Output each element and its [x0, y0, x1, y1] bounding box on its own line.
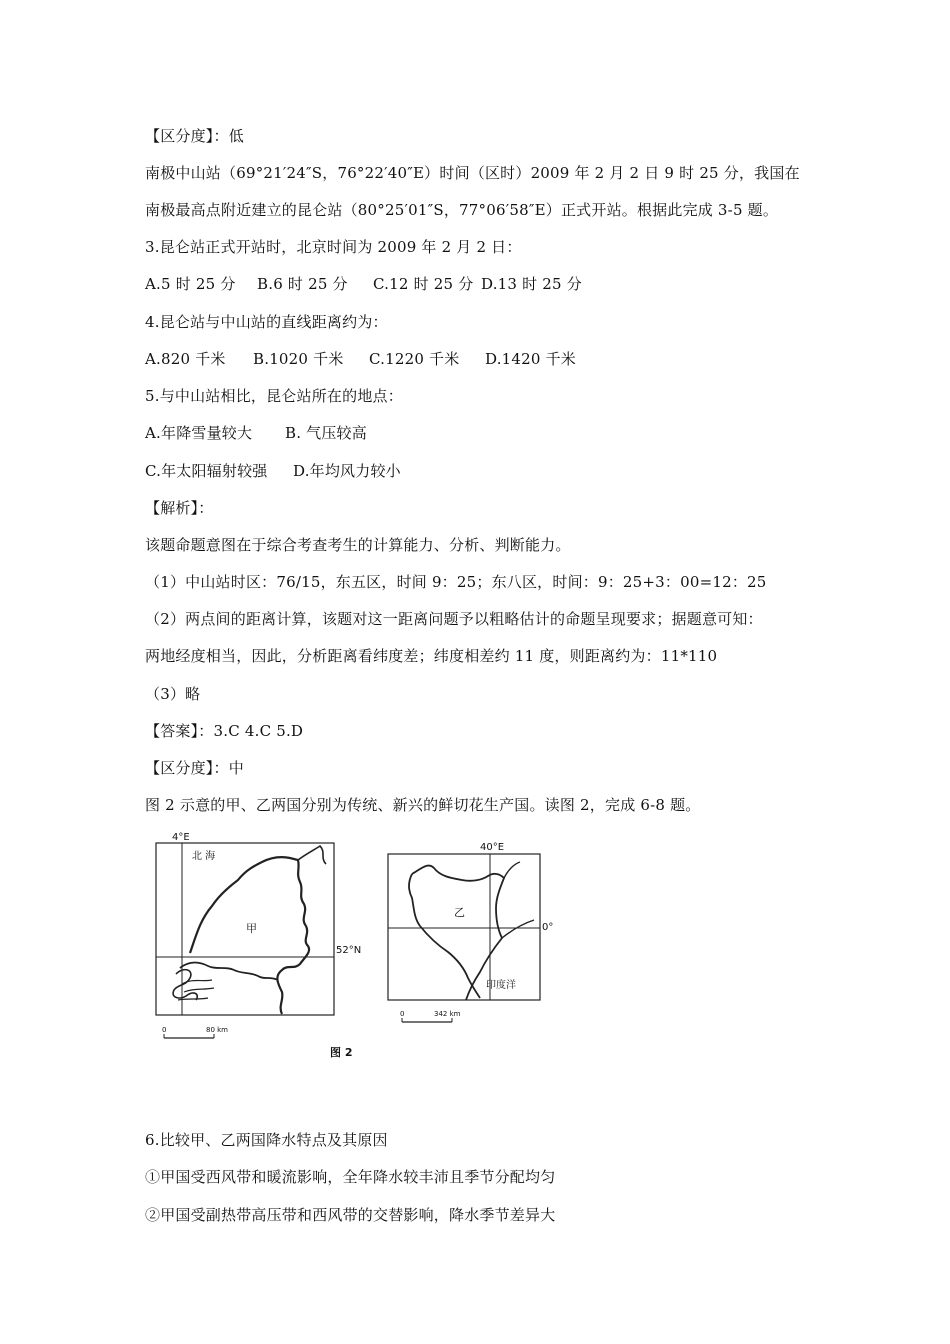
question-3: 3.昆仑站正式开站时，北京时间为 2009 年 2 月 2 日：: [145, 238, 522, 256]
q3-option-c: C.12 时 25 分: [373, 275, 474, 293]
right-map-scale-label: 342 km: [434, 1010, 461, 1018]
answer-line: 【答案】：3.C 4.C 5.D: [145, 722, 304, 740]
right-map-scale-zero: 0: [400, 1010, 405, 1018]
right-map-north-border: [504, 862, 520, 878]
passage-line-1: 南极中山站（69°21′24″S，76°22′40″E）时间（区时）2009 年 2 月 2 日 9 时 25 分，我国在: [145, 164, 800, 182]
analysis-step-2: （2）两点间的距离计算，该题对这一距离问题予以粗略估计的命题呈现要求；据题意可知：: [145, 610, 763, 628]
q5-option-d: D.年均风力较小: [293, 462, 401, 480]
figure-intro: 图 2 示意的甲、乙两国分别为传统、新兴的鲜切花生产国。读图 2，完成 6-8 题。: [145, 796, 701, 814]
left-map-coast-border: [190, 857, 309, 1014]
right-map-kenya-west: [409, 874, 480, 998]
figure-2-maps: [150, 828, 570, 1068]
question-3-options: [145, 274, 582, 294]
question-6: 6.比较甲、乙两国降水特点及其原因: [145, 1131, 388, 1149]
right-map: [388, 842, 553, 1022]
figure-caption: 图 2: [330, 1046, 353, 1059]
left-map-south-border: [180, 963, 278, 981]
difficulty-low: 【区分度】：低: [145, 127, 244, 145]
statement-1: ①甲国受西风带和暖流影响，全年降水较丰沛且季节分配均匀: [145, 1168, 556, 1186]
statement-2: ②甲国受副热带高压带和西风带的交替影响，降水季节差异大: [145, 1206, 556, 1224]
left-map-east-border: [298, 846, 326, 864]
q4-option-c: C.1220 千米: [369, 350, 460, 368]
analysis-step-1: （1）中山站时区：76/15，东五区，时间 9：25；东八区，时间：9：25+3：00=12：25: [145, 573, 767, 591]
q3-option-d: D.13 时 25 分: [481, 275, 582, 293]
question-5: 5.与中山站相比，昆仑站所在的地点：: [145, 387, 403, 405]
q3-option-a: A.5 时 25 分: [145, 275, 236, 293]
analysis-step-2-cont: 两地经度相当，因此，分析距离看纬度差；纬度相差约 11 度，则距离约为：11*110: [145, 647, 718, 665]
left-map: [156, 832, 361, 1038]
left-map-lat-label: 52°N: [336, 945, 362, 956]
left-map-sea-label: 北 海: [192, 851, 216, 862]
right-map-ocean-label: 印度洋: [486, 980, 516, 991]
right-map-coast: [502, 920, 534, 938]
left-map-scale-label: 80 km: [206, 1026, 229, 1034]
difficulty-mid: 【区分度】：中: [145, 759, 244, 777]
q5-option-a: A.年降雪量较大: [145, 424, 253, 442]
q4-option-b: B.1020 千米: [253, 350, 344, 368]
left-map-scale-zero: 0: [162, 1026, 167, 1034]
q4-option-a: A.820 千米: [145, 350, 226, 368]
figure-2: [150, 828, 570, 1068]
analysis-step-3: （3）略: [145, 685, 201, 703]
analysis-intro: 该题命题意图在于综合考查考生的计算能力、分析、判断能力。: [145, 536, 571, 554]
passage-line-2: 南极最高点附近建立的昆仑站（80°25′01″S，77°06′58″E）正式开站。根据此完成 3-5 题。: [145, 201, 779, 219]
analysis-heading: 【解析】：: [145, 499, 214, 517]
q4-option-d: D.1420 千米: [485, 350, 577, 368]
left-map-lon-label: 4°E: [172, 832, 190, 843]
left-map-delta: [173, 970, 197, 1000]
right-map-lat-label: 0°: [542, 922, 554, 933]
right-map-lon-label: 40°E: [480, 842, 505, 853]
question-5-options-ab: [145, 423, 367, 443]
q5-option-c: C.年太阳辐射较强: [145, 462, 268, 480]
right-map-country-label: 乙: [454, 906, 465, 919]
q3-option-b: B.6 时 25 分: [257, 275, 348, 293]
q5-option-b: B. 气压较高: [285, 424, 367, 442]
question-5-options-cd: [145, 461, 401, 481]
left-map-country-label: 甲: [246, 922, 257, 935]
question-4-options: [145, 349, 576, 369]
question-4: 4.昆仑站与中山站的直线距离约为：: [145, 313, 388, 331]
